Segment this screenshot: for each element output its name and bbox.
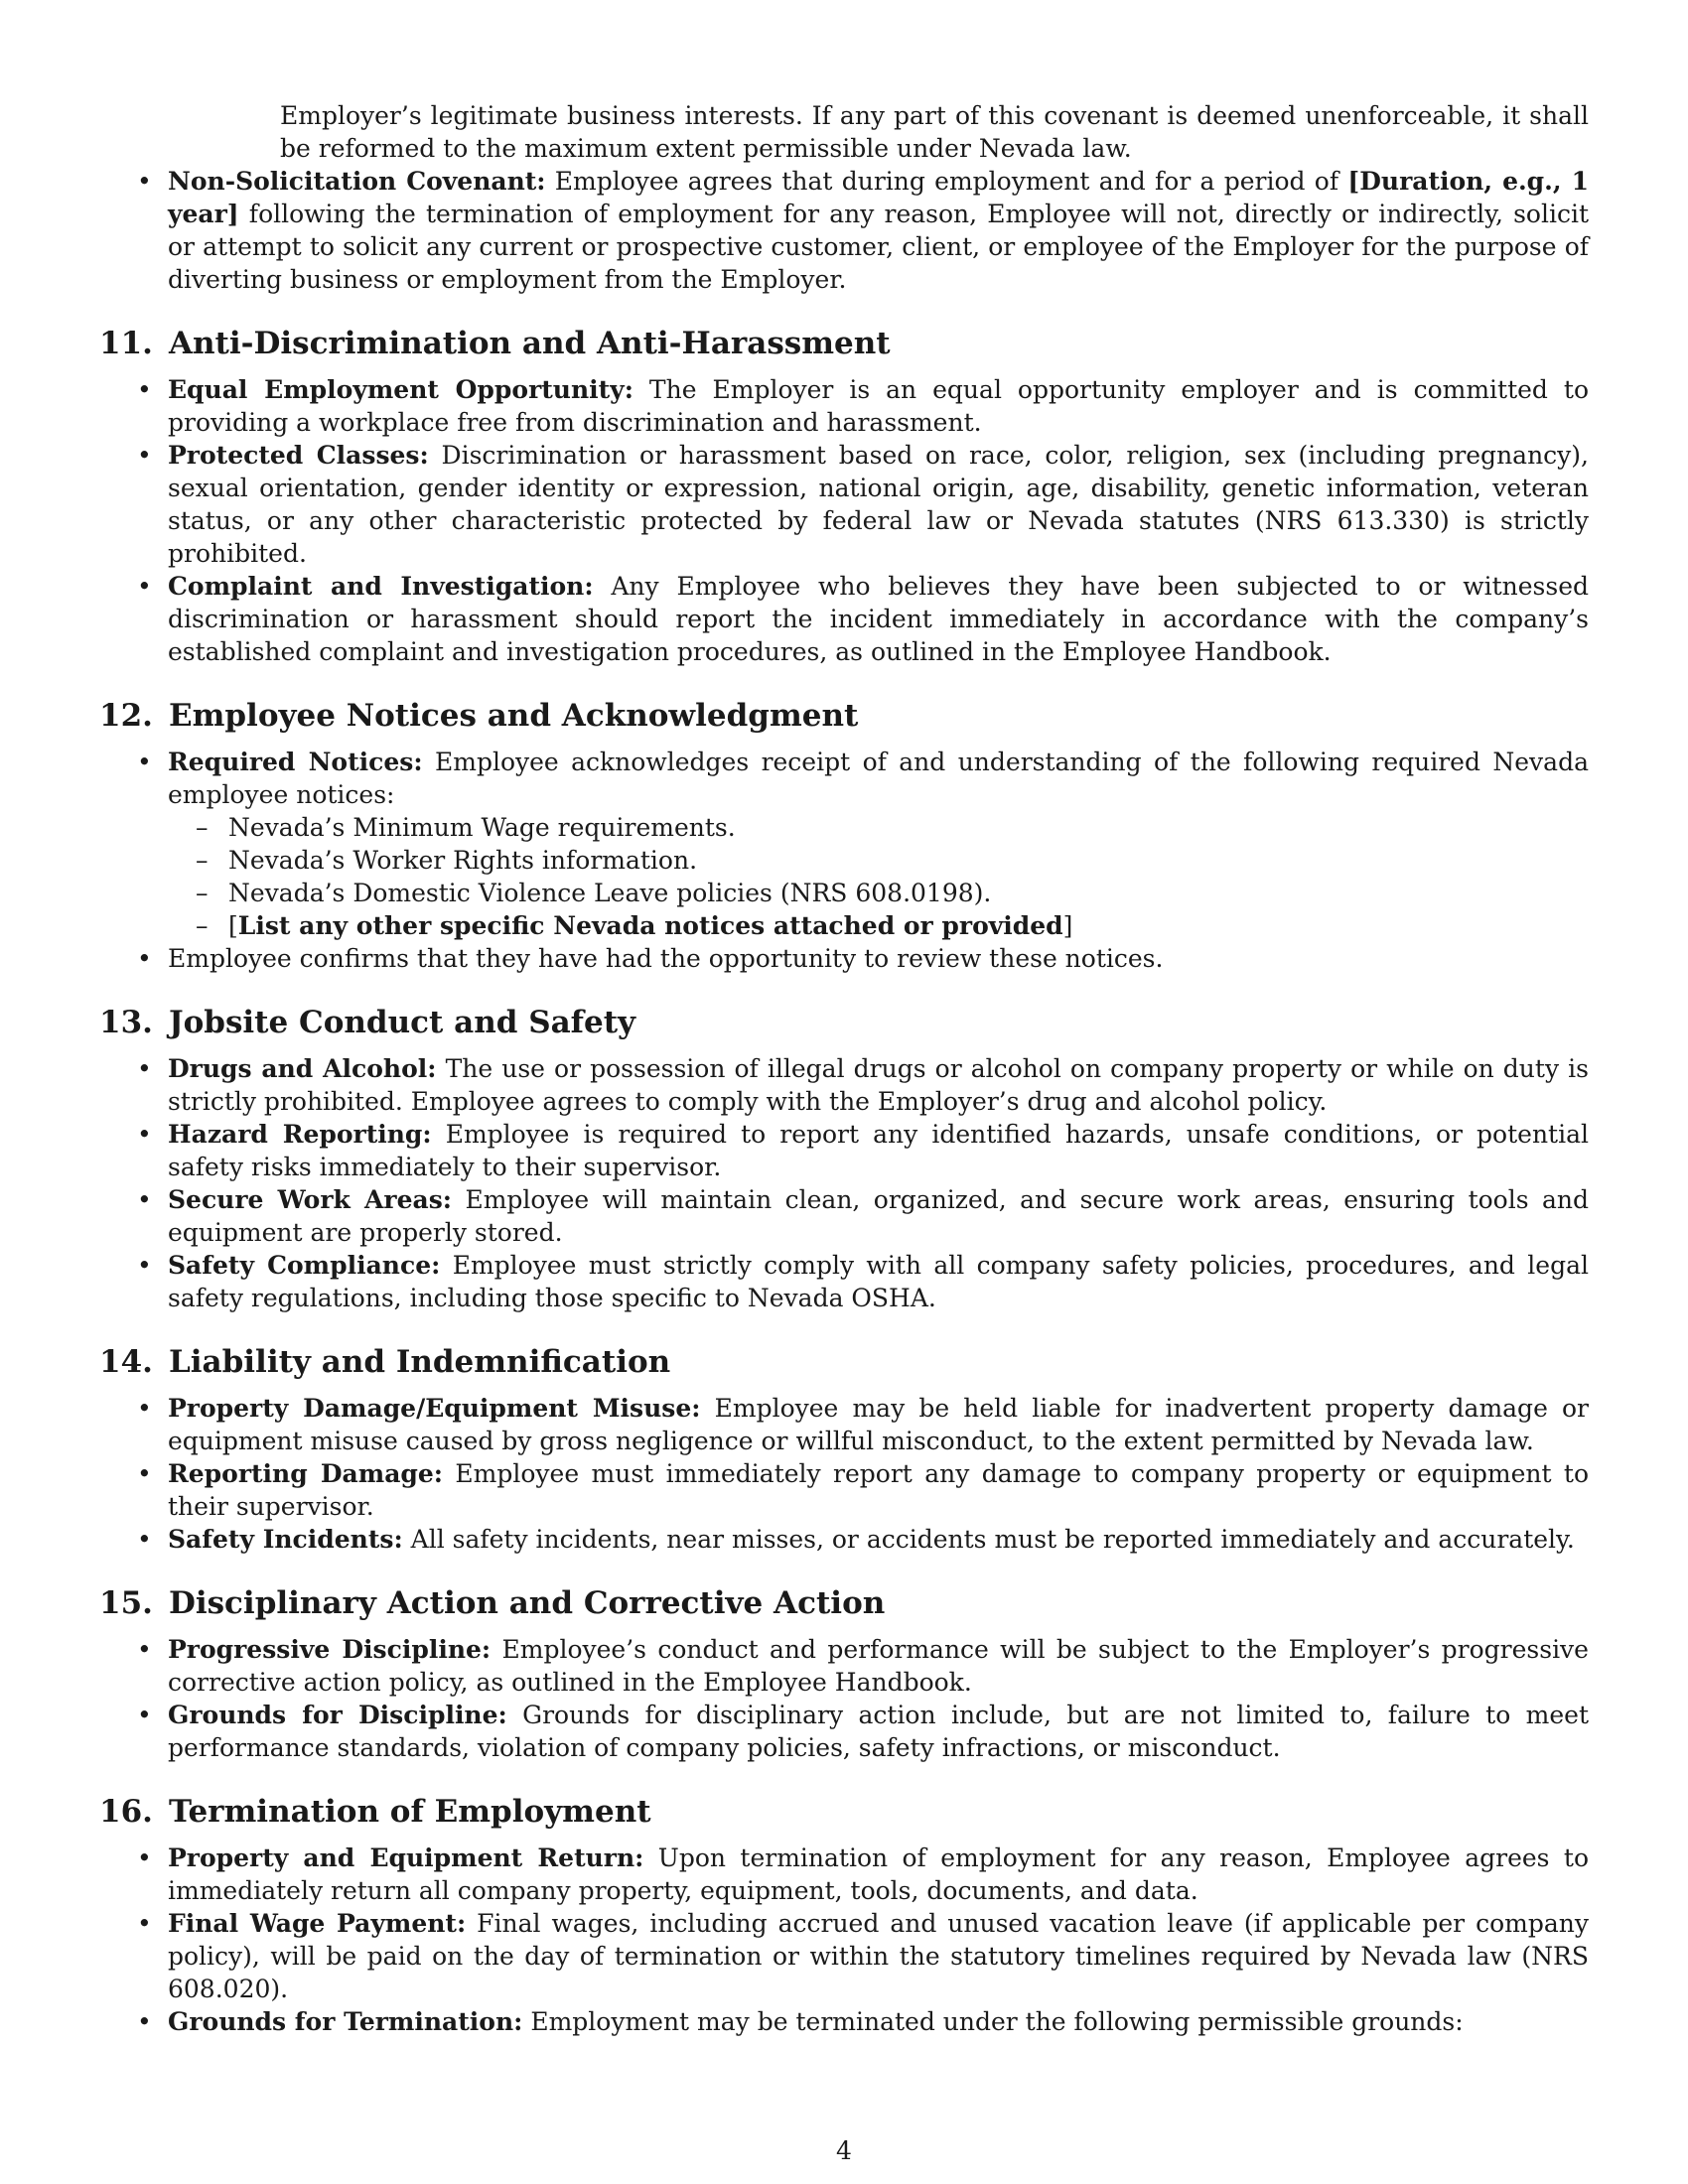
section-14-list — [99, 1392, 1589, 1556]
item-text: following the termination of employment for any reason, Employee will not, directly or indirectly, solicit or attempt to solicit any current or prospective customer, client, or employee of the Employer for the purpose of diverting business or employment from the Employer. — [168, 200, 1589, 294]
item-text: Upon termination of employment for any reason, Employee agrees to immediately return all company property, equipment, tools, documents, and data. — [168, 1843, 1590, 1905]
section-number: 12. — [99, 698, 153, 734]
item-text: The use or possession of illegal drugs or alcohol on company property or while on duty is strictly prohibited. Employee agrees to comply with the Employer’s drug and alcohol policy. — [168, 1054, 1589, 1116]
item-label: Complaint and Investigation: — [168, 572, 594, 601]
item-label: Reporting Damage: — [168, 1459, 444, 1488]
section-number: 15. — [99, 1585, 153, 1621]
item-text: Employee must immediately report any damage to company property or equipment to their supervisor. — [168, 1459, 1590, 1521]
item-label: Final Wage Payment: — [168, 1909, 467, 1938]
list-item — [99, 1699, 1589, 1764]
item-text: Employee is required to report any identified hazards, unsafe conditions, or potential safety risks immediately to their supervisor. — [168, 1120, 1589, 1181]
item-text: Grounds for disciplinary action include, but are not limited to, failure to meet performance standards, violation of company policies, safety infractions, or misconduct. — [168, 1701, 1589, 1762]
list-item — [99, 1842, 1589, 1907]
section-10-list — [99, 165, 1589, 296]
item-label: Property Damage/Equipment Misuse: — [168, 1394, 701, 1423]
sublist-item: – Nevada’s Minimum Wage requirements. — [99, 811, 1589, 844]
section-number: 11. — [99, 326, 153, 361]
item-label: Property and Equipment Return: — [168, 1843, 644, 1872]
section-title: Anti-Discrimination and Anti-Harassment — [168, 326, 891, 361]
item-label: Non-Solicitation Covenant: — [168, 167, 546, 196]
item-text: Employee agrees that during employment and for a period of — [545, 167, 1348, 196]
item-text: Employee acknowledges receipt of and understanding of the following required Nevada employee notices: — [168, 748, 1589, 809]
list-item — [99, 570, 1589, 668]
page-number: 4 — [836, 2136, 852, 2165]
notices-placeholder: List any other specific Nevada notices attached or provided — [237, 911, 1063, 940]
item-label: Grounds for Termination: — [168, 2007, 523, 2036]
section-number: 16. — [99, 1794, 153, 1830]
notices-sublist — [99, 811, 1589, 942]
item-text: Employee will maintain clean, organized, and secure work areas, ensuring tools and equipment are properly stored. — [168, 1185, 1589, 1247]
section-heading-13 — [99, 1003, 1589, 1042]
item-text: Employee may be held liable for inadvertent property damage or equipment misuse caused by gross negligence or willful misconduct, to the extent permitted by Nevada law. — [168, 1394, 1589, 1455]
section-11-list — [99, 373, 1589, 668]
section-heading-12 — [99, 696, 1589, 736]
section-heading-15 — [99, 1583, 1589, 1623]
list-item — [99, 1249, 1589, 1314]
list-item — [99, 2005, 1589, 2038]
list-item-non-solicitation — [99, 165, 1589, 296]
sublist-item-placeholder: – [List any other specific Nevada notices attached or provided] — [99, 909, 1589, 942]
section-title: Liability and Indemnification — [168, 1344, 671, 1380]
section-16-list — [99, 1842, 1589, 2038]
list-item — [99, 1052, 1589, 1118]
item-label: Secure Work Areas: — [168, 1185, 453, 1214]
item-label: Grounds for Discipline: — [168, 1701, 507, 1729]
list-item — [99, 1523, 1589, 1556]
item-label: Equal Employment Opportunity: — [168, 375, 633, 404]
list-item — [99, 1183, 1589, 1249]
page-content — [99, 99, 1589, 2038]
list-item — [99, 1633, 1589, 1699]
item-text: Employee must strictly comply with all company safety policies, procedures, and legal safety regulations, including those specific to Nevada OSHA. — [168, 1251, 1589, 1312]
section-title: Employee Notices and Acknowledgment — [168, 698, 859, 734]
item-label: Hazard Reporting: — [168, 1120, 432, 1149]
sublist-item: – Nevada’s Worker Rights information. — [99, 844, 1589, 877]
item-label: Drugs and Alcohol: — [168, 1054, 437, 1083]
item-text: Final wages, including accrued and unused vacation leave (if applicable per company policy), will be paid on the day of termination or within the statutory timelines required by Nevada law (NRS 608.020). — [168, 1909, 1589, 2003]
section-title: Termination of Employment — [168, 1794, 651, 1830]
list-item — [99, 373, 1589, 439]
section-15-list — [99, 1633, 1589, 1764]
item-text: Discrimination or harassment based on race, color, religion, sex (including pregnancy), sexual orientation, gender identity or expression, national origin, age, disability, genetic information, veteran status, or any other characteristic protected by federal law or Nevada statutes (NRS 613.330) is strictly prohibited. — [168, 441, 1589, 568]
item-label: Required Notices: — [168, 748, 423, 776]
list-item — [99, 1457, 1589, 1523]
item-label: Progressive Discipline: — [168, 1635, 492, 1664]
section-12-list — [99, 746, 1589, 975]
section-number: 13. — [99, 1005, 153, 1040]
section-13-list — [99, 1052, 1589, 1314]
section-title: Disciplinary Action and Corrective Action — [168, 1585, 886, 1621]
item-text: Employment may be terminated under the following permissible grounds: — [522, 2007, 1464, 2036]
list-item: • Employee confirms that they have had the opportunity to review these notices. — [99, 942, 1589, 975]
item-label: Protected Classes: — [168, 441, 429, 470]
section-heading-14 — [99, 1342, 1589, 1382]
covenant-continuation: Employer’s legitimate business interests. If any part of this covenant is deemed unenforceable, it shall be reformed to the maximum extent permissible under Nevada law. — [280, 101, 1589, 163]
section-title: Jobsite Conduct and Safety — [168, 1005, 636, 1040]
sublist-item: – Nevada’s Domestic Violence Leave policies (NRS 608.0198). — [99, 877, 1589, 909]
section-heading-11 — [99, 324, 1589, 363]
list-item-required-notices — [99, 746, 1589, 942]
section-number: 14. — [99, 1344, 153, 1380]
duration-placeholder: [Duration, e.g., 1 year] — [168, 167, 1589, 228]
item-text: Employee’s conduct and performance will be subject to the Employer’s progressive corrective action policy, as outlined in the Employee Handbook. — [168, 1635, 1589, 1697]
item-text: The Employer is an equal opportunity employer and is committed to providing a workplace free from discrimination and harassment. — [168, 375, 1590, 437]
list-item — [99, 1118, 1589, 1183]
list-item — [99, 439, 1589, 570]
item-text: Any Employee who believes they have been subjected to or witnessed discrimination or harassment should report the incident immediately in accordance with the company’s established complaint and investigation procedures, as outlined in the Employee Handbook. — [168, 572, 1589, 666]
list-item — [99, 1392, 1589, 1457]
item-text: All safety incidents, near misses, or accidents must be reported immediately and accurately. — [402, 1525, 1575, 1554]
section-heading-16 — [99, 1792, 1589, 1832]
item-label: Safety Compliance: — [168, 1251, 441, 1280]
item-label: Safety Incidents: — [168, 1525, 403, 1554]
list-item — [99, 1907, 1589, 2005]
